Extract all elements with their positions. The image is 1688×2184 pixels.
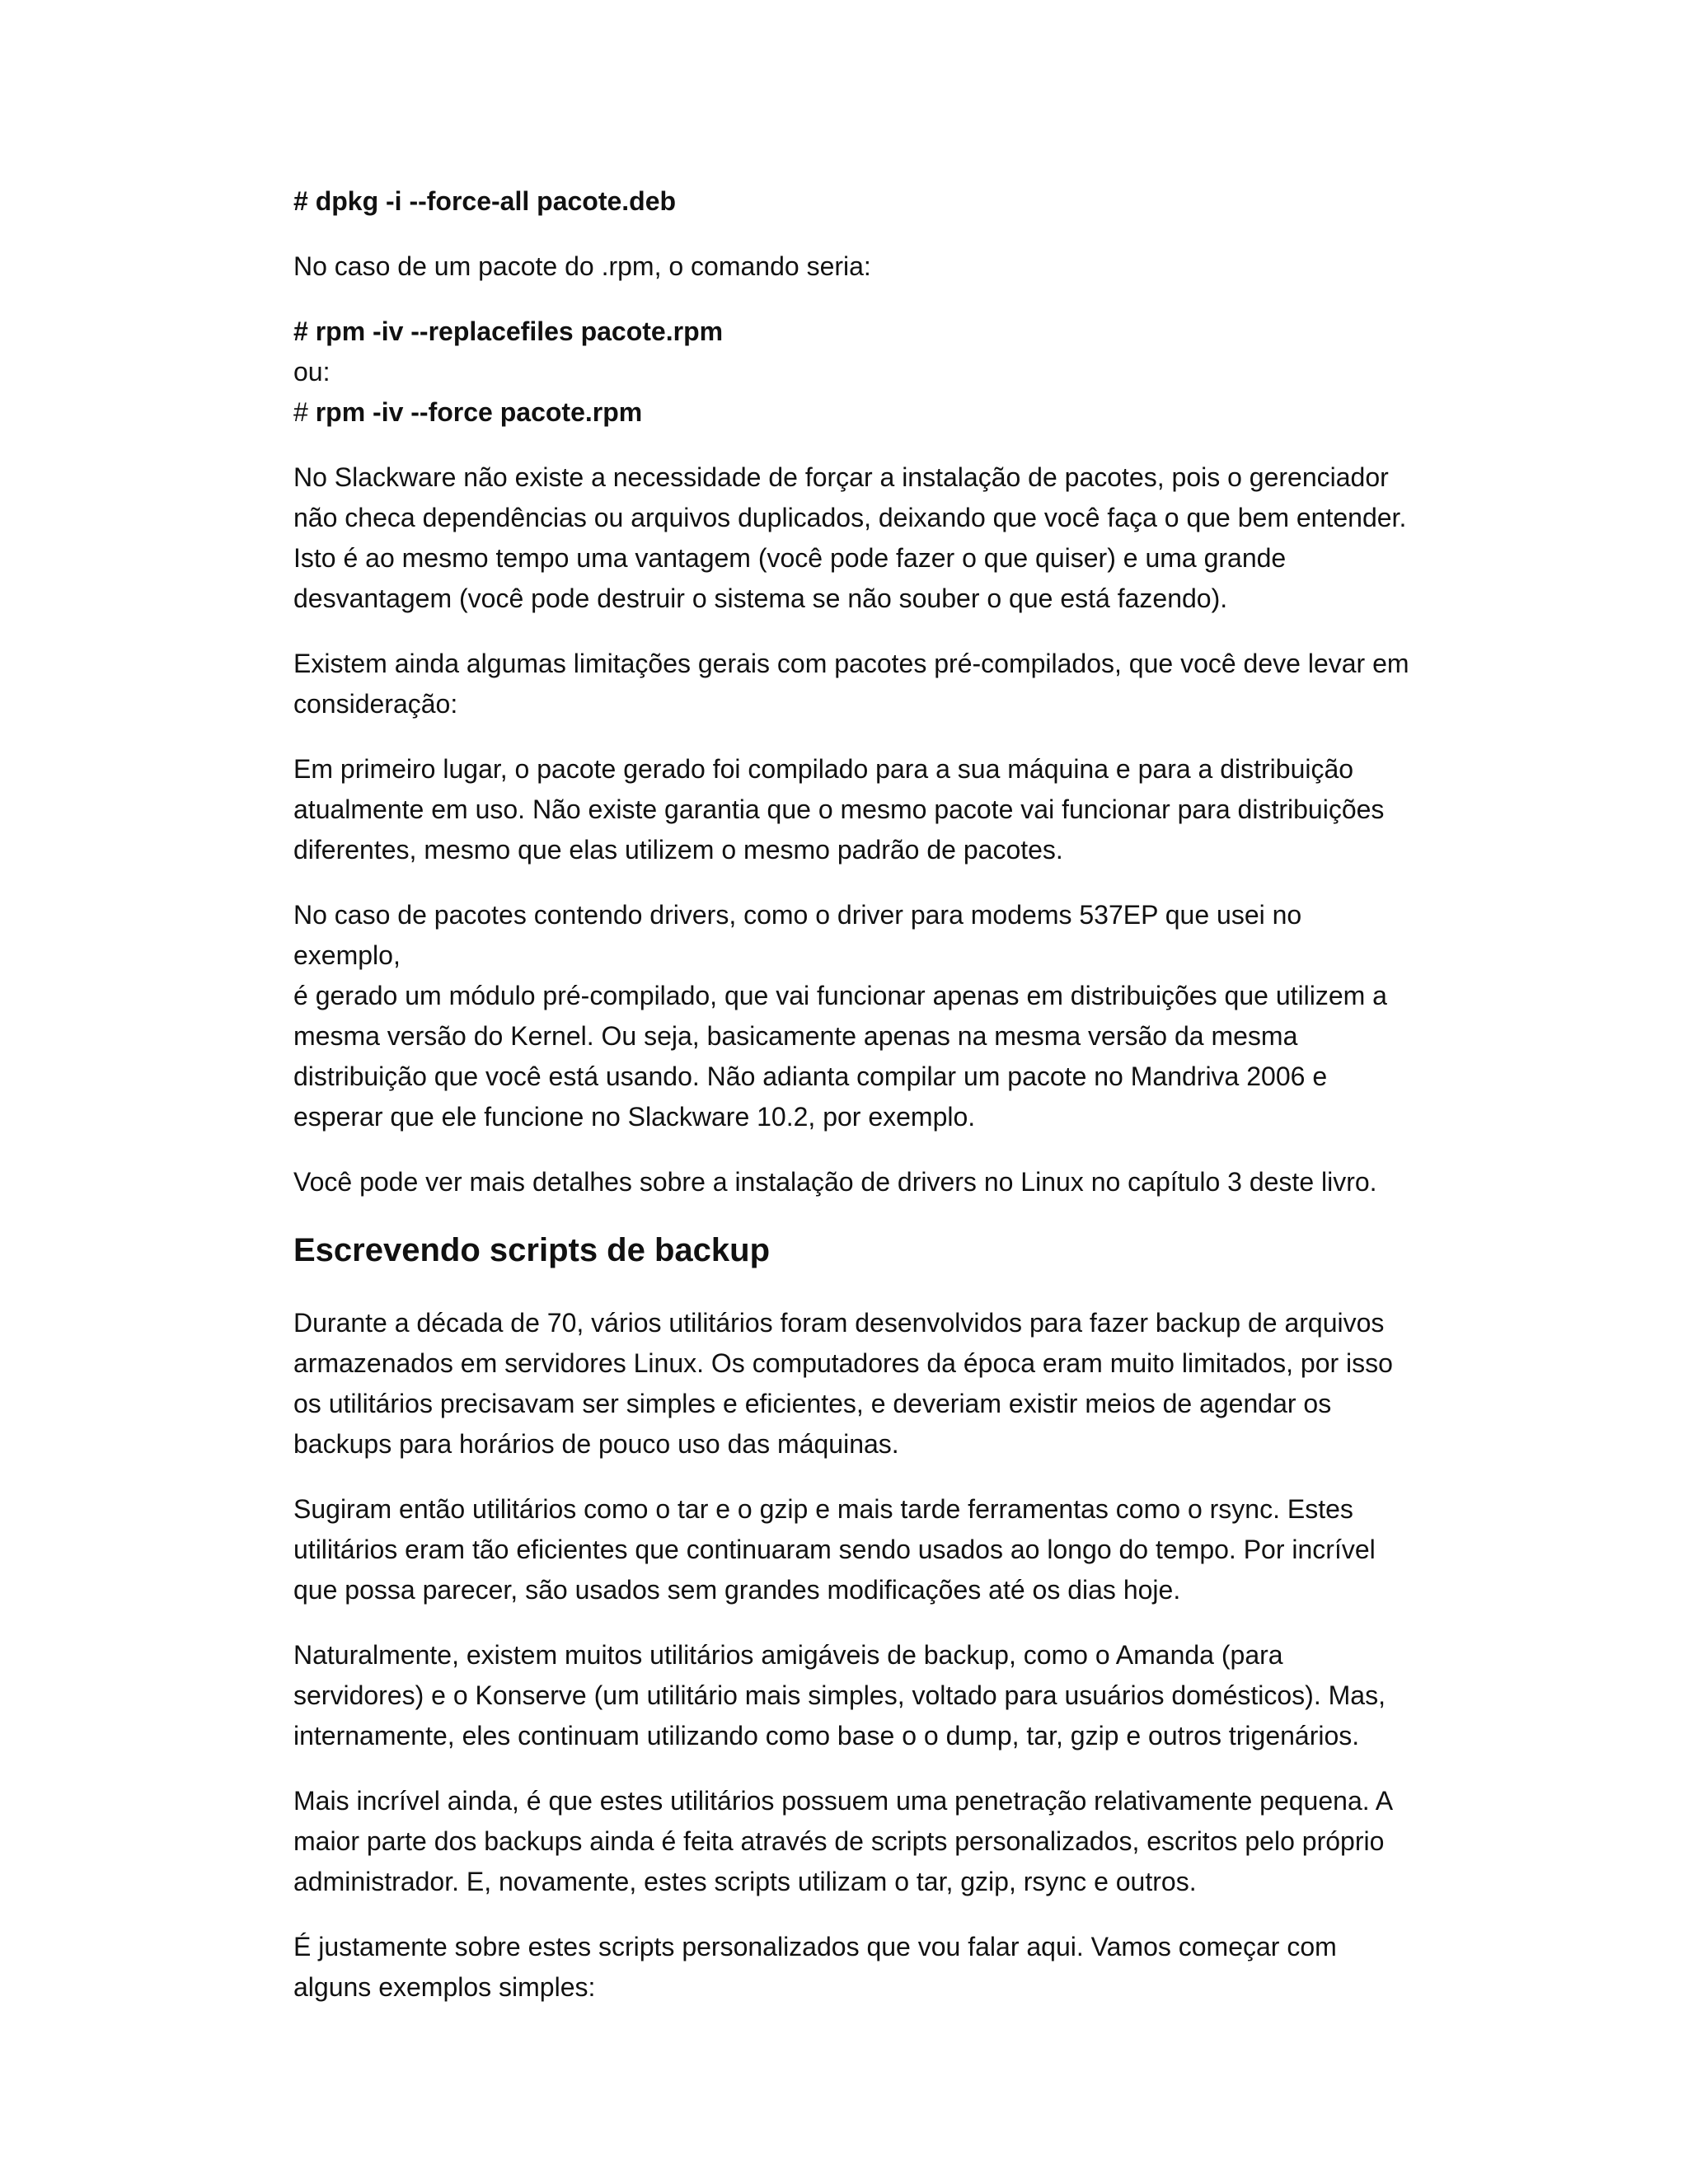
rpm-force-prompt: # [293, 397, 316, 427]
text-line: Existem ainda algumas limitações gerais com pacotes pré-compilados, que você deve levar em [293, 649, 1409, 678]
text-line: distribuição que você está usando. Não adianta compilar um pacote no Mandriva 2006 e [293, 1062, 1328, 1091]
text-line: É justamente sobre estes scripts personalizados que vou falar aqui. Vamos começar com [293, 1932, 1337, 1961]
rpm-replacefiles-command: # rpm -iv --replacefiles pacote.rpm [293, 316, 724, 346]
text-line: Em primeiro lugar, o pacote gerado foi compilado para a sua máquina e para a distribuição [293, 754, 1354, 784]
rpm-force-command [293, 392, 1414, 433]
text-line: internamente, eles continuam utilizando como base o o dump, tar, gzip e outros trigenários. [293, 1721, 1360, 1750]
rpm-force-text: rpm -iv --force pacote.rpm [315, 397, 643, 427]
text-line: desvantagem (você pode destruir o sistema se não souber o que está fazendo). [293, 583, 1228, 613]
text-line: administrador. E, novamente, estes scripts utilizam o tar, gzip, rsync e outros. [293, 1867, 1197, 1896]
dpkg-command: # dpkg -i --force-all pacote.deb [293, 186, 677, 216]
text-line: maior parte dos backups ainda é feita através de scripts personalizados, escritos pelo próprio [293, 1826, 1385, 1856]
text-line: esperar que ele funcione no Slackware 10.2, por exemplo. [293, 1102, 976, 1132]
text-line: Sugiram então utilitários como o tar e o gzip e mais tarde ferramentas como o rsync. Estes [293, 1494, 1353, 1524]
text-line: consideração: [293, 689, 458, 719]
text-line: alguns exemplos simples: [293, 1972, 596, 2002]
more-details-paragraph [293, 1162, 1414, 1202]
text-line: Durante a década de 70, vários utilitários foram desenvolvidos para fazer backup de arquivos [293, 1308, 1385, 1338]
friendly-utilities-paragraph [293, 1635, 1414, 1756]
rpm-intro-paragraph: No caso de um pacote do .rpm, o comando seria: [293, 251, 871, 281]
text-line: Mais incrível ainda, é que estes utilitários possuem uma penetração relativamente pequena. A [293, 1786, 1394, 1816]
text-line: os utilitários precisavam ser simples e eficientes, e deveriam existir meios de agendar os [293, 1389, 1332, 1418]
text-line: utilitários eram tão eficientes que continuaram sendo usados ao longo do tempo. Por incrível [293, 1535, 1376, 1564]
text-line: mesma versão do Kernel. Ou seja, basicamente apenas na mesma versão da mesma [293, 1021, 1298, 1051]
text-line: Você pode ver mais detalhes sobre a instalação de drivers no Linux no capítulo 3 deste livro. [293, 1167, 1377, 1197]
text-line: Naturalmente, existem muitos utilitários amigáveis de backup, como o Amanda (para [293, 1640, 1283, 1670]
text-line: No Slackware não existe a necessidade de forçar a instalação de pacotes, pois o gerenciador [293, 462, 1389, 492]
text-line: No caso de pacotes contendo drivers, como o driver para modems 537EP que usei no exemplo, [293, 900, 1302, 970]
text-line: é gerado um módulo pré-compilado, que vai funcionar apenas em distribuições que utilizem a [293, 981, 1387, 1010]
text-line: armazenados em servidores Linux. Os computadores da época eram muito limitados, por isso [293, 1348, 1393, 1378]
drivers-paragraph [293, 895, 1414, 1137]
custom-scripts-paragraph [293, 1781, 1414, 1902]
text-line: Isto é ao mesmo tempo uma vantagem (você pode fazer o que quiser) e uma grande [293, 543, 1287, 573]
text-line: atualmente em uso. Não existe garantia que o mesmo pacote vai funcionar para distribuições [293, 794, 1385, 824]
limitations-paragraph [293, 644, 1414, 724]
closing-paragraph [293, 1927, 1414, 2008]
text-line: servidores) e o Konserve (um utilitário mais simples, voltado para usuários domésticos). Mas, [293, 1680, 1386, 1710]
section-heading: Escrevendo scripts de backup [293, 1232, 771, 1268]
first-place-paragraph [293, 749, 1414, 870]
rpm-commands-block [293, 312, 1414, 433]
text-line: backups para horários de pouco uso das máquinas. [293, 1429, 899, 1459]
slackware-paragraph [293, 457, 1414, 619]
tar-gzip-paragraph [293, 1489, 1414, 1610]
text-line: não checa dependências ou arquivos duplicados, deixando que você faça o que bem entender. [293, 503, 1407, 532]
or-label: ou: [293, 357, 331, 387]
text-line: que possa parecer, são usados sem grandes modificações até os dias hoje. [293, 1575, 1181, 1605]
document-page [293, 181, 1414, 2032]
text-line: diferentes, mesmo que elas utilizem o mesmo padrão de pacotes. [293, 835, 1063, 865]
seventies-paragraph [293, 1303, 1414, 1465]
